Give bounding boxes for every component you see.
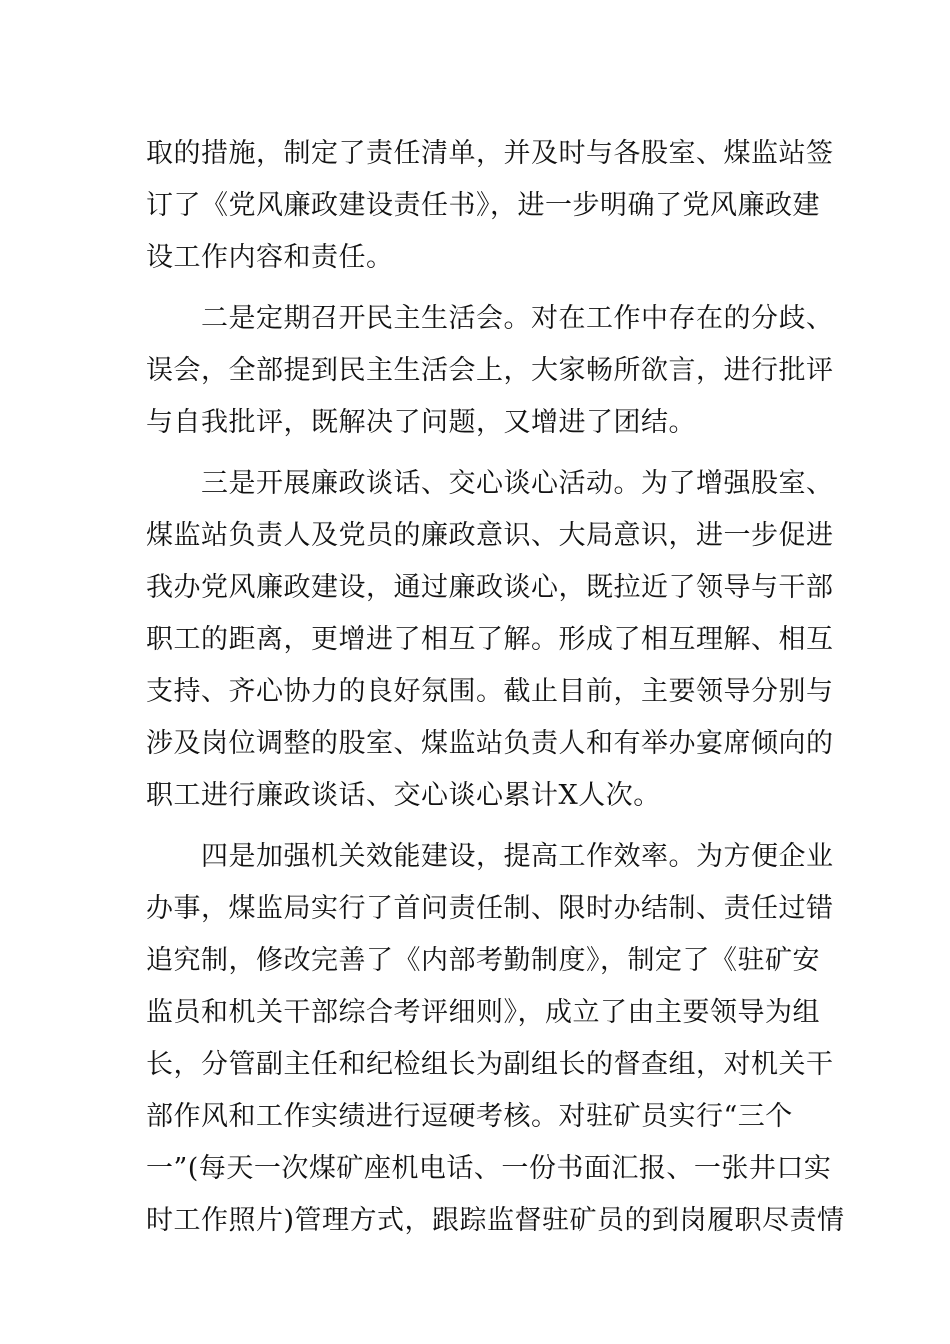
- text-line: 与自我批评，既解决了问题，又增进了团结。: [146, 407, 696, 438]
- text-line: 煤监站负责人及党员的廉政意识、大局意识，进一步促进: [146, 520, 834, 551]
- text-line: 订了《党风廉政建设责任书》，进一步明确了党风廉政建: [146, 190, 820, 221]
- paragraph-democratic-meeting: [146, 293, 834, 449]
- text-line: 办事，煤监局实行了首问责任制、限时办结制、责任过错: [146, 893, 834, 924]
- text-line: 四是加强机关效能建设，提高工作效率。为方便企业: [146, 841, 834, 872]
- text-line: 设工作内容和责任。: [146, 242, 394, 273]
- text-line: 取的措施，制定了责任清单，并及时与各股室、煤监站签: [146, 138, 834, 169]
- text-line: 涉及岗位调整的股室、煤监站负责人和有举办宴席倾向的: [146, 728, 834, 759]
- text-line: 二是定期召开民主生活会。对在工作中存在的分歧、: [146, 303, 834, 334]
- text-line: 职工进行廉政谈话、交心谈心累计X人次。: [146, 780, 661, 811]
- paragraph-efficiency: [146, 831, 845, 1247]
- paragraph-responsibility: [146, 128, 834, 284]
- text-line: 部作风和工作实绩进行逗硬考核。对驻矿员实行“三个: [146, 1101, 793, 1132]
- text-line: 一”(每天一次煤矿座机电话、一份书面汇报、一张井口实: [146, 1153, 832, 1184]
- text-line: 长，分管副主任和纪检组长为副组长的督查组，对机关干: [146, 1049, 834, 1080]
- text-line: 三是开展廉政谈话、交心谈心活动。为了增强股室、: [146, 468, 834, 499]
- text-line: 支持、齐心协力的良好氛围。截止目前，主要领导分别与: [146, 676, 834, 707]
- text-line: 误会，全部提到民主生活会上，大家畅所欲言，进行批评: [146, 355, 834, 386]
- text-line: 时工作照片)管理方式，跟踪监督驻矿员的到岗履职尽责情: [146, 1205, 845, 1236]
- text-line: 我办党风廉政建设，通过廉政谈心，既拉近了领导与干部: [146, 572, 834, 603]
- body-text: [146, 128, 845, 1256]
- text-line: 职工的距离，更增进了相互了解。形成了相互理解、相互: [146, 624, 834, 655]
- text-line: 监员和机关干部综合考评细则》，成立了由主要领导为组: [146, 997, 820, 1028]
- text-line: 追究制，修改完善了《内部考勤制度》，制定了《驻矿安: [146, 945, 820, 976]
- paragraph-integrity-talks: [146, 458, 834, 822]
